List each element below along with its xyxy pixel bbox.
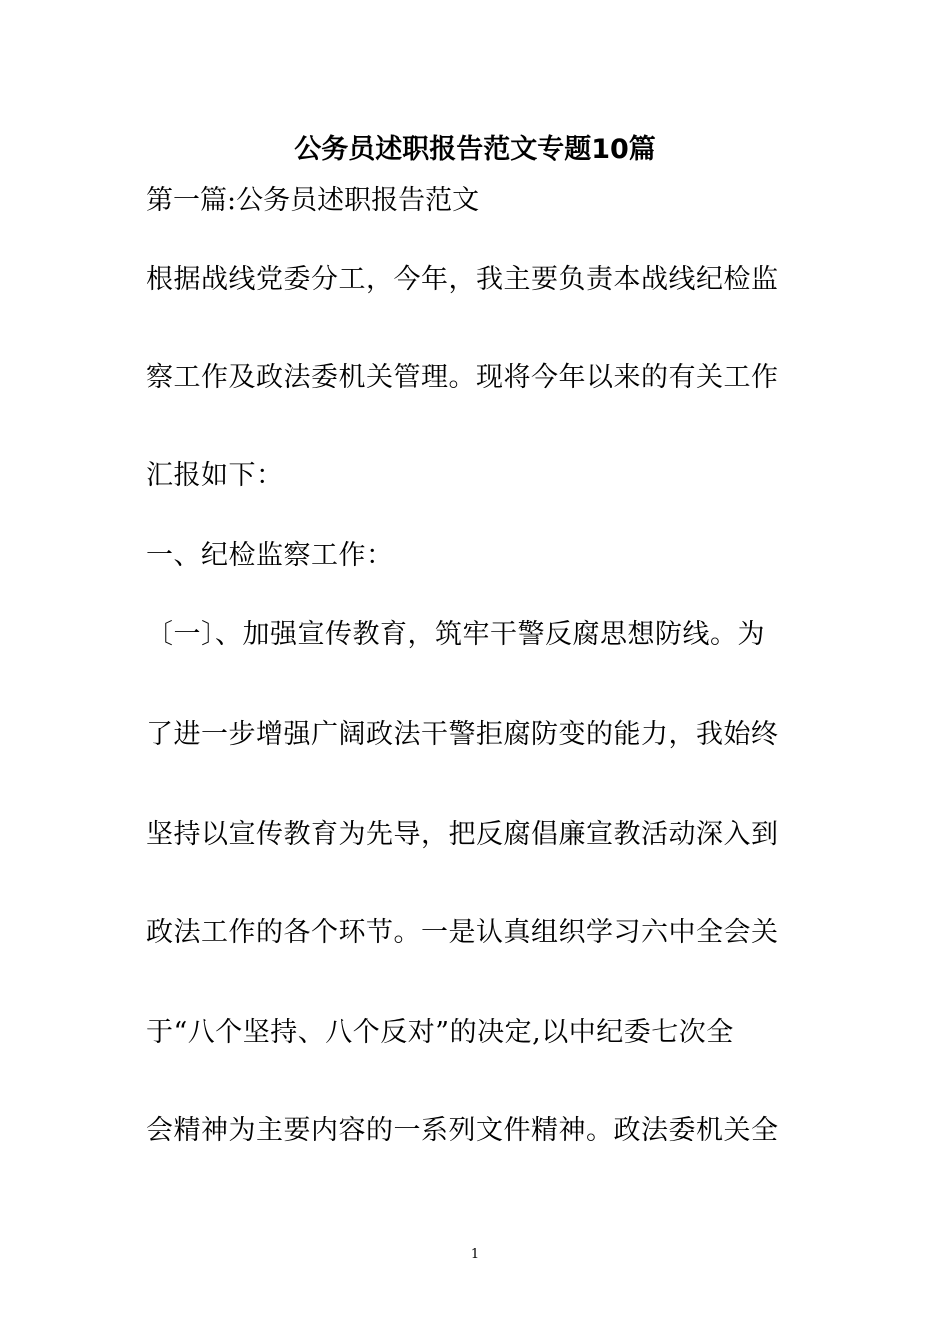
body-line: 政法工作的各个环节。一是认真组织学习六中全会关	[146, 917, 779, 948]
body-line: 一、纪检监察工作：	[146, 540, 394, 571]
body-line: 坚持以宣传教育为先导，把反腐倡廉宣教活动深入到	[146, 819, 779, 850]
body-line: 于“八个坚持、八个反对”的决定,以中纪委七次全	[146, 1017, 734, 1048]
body-line: 〔一〕、加强宣传教育，筑牢干警反腐思想防线。为	[146, 619, 765, 650]
page-number: 1	[470, 1247, 480, 1262]
body-line: 汇报如下：	[146, 460, 284, 491]
body-line: 会精神为主要内容的一系列文件精神。政法委机关全	[146, 1115, 779, 1146]
body-line: 了进一步增强广阔政法干警拒腐防变的能力，我始终	[146, 719, 779, 750]
body-line: 察工作及政法委机关管理。现将今年以来的有关工作	[146, 362, 779, 393]
document-title: 公务员述职报告范文专题10篇	[294, 134, 656, 165]
body-line: 根据战线党委分工，今年，我主要负责本战线纪检监	[146, 264, 779, 295]
section-heading: 第一篇:公务员述职报告范文	[146, 185, 480, 216]
